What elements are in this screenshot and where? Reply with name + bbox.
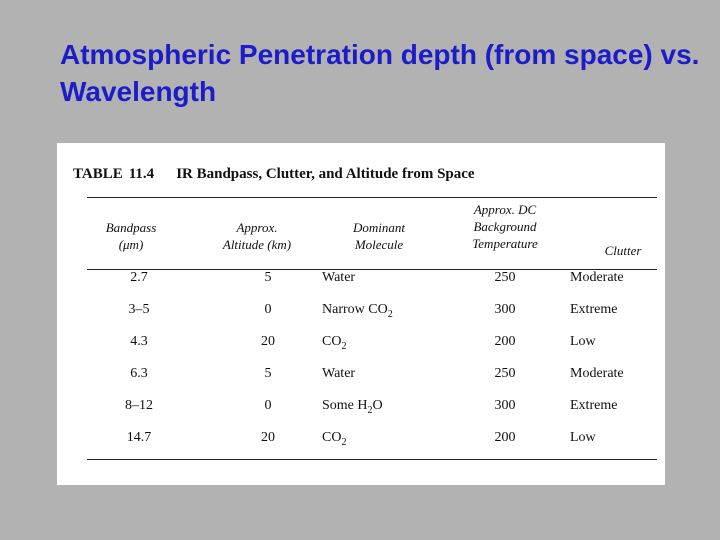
slide-title: Atmospheric Penetration depth (from space) vs. Wavelength — [60, 39, 700, 107]
cell-altitude: 20 — [261, 430, 275, 445]
cell-temperature: 300 — [494, 302, 516, 317]
header-clutter — [597, 242, 649, 259]
molecule-subscript: 2 — [387, 308, 393, 320]
top-rule — [87, 197, 657, 198]
cell-altitude: 0 — [264, 302, 272, 317]
cell-molecule — [322, 302, 393, 320]
header-temperature-line2: Background — [473, 219, 537, 234]
molecule-suffix: O — [372, 398, 383, 413]
molecule-text: Some H — [322, 398, 368, 413]
header-molecule-line1: Dominant — [353, 220, 405, 235]
cell-clutter: Low — [570, 430, 596, 445]
cell-clutter: Extreme — [570, 302, 618, 317]
cell-molecule — [322, 398, 383, 416]
header-temperature-line1: Approx. DC — [473, 202, 537, 217]
molecule-text: CO — [322, 430, 342, 445]
header-altitude-line2: Altitude (km) — [222, 237, 292, 252]
cell-molecule — [322, 334, 346, 352]
molecule-subscript: 2 — [341, 340, 347, 352]
header-bandpass — [97, 219, 165, 253]
cell-molecule — [322, 366, 355, 384]
cell-temperature: 250 — [494, 366, 516, 381]
bottom-rule — [87, 459, 657, 460]
cell-bandpass: 8–12 — [125, 398, 153, 413]
cell-altitude: 0 — [264, 398, 272, 413]
cell-temperature: 200 — [494, 430, 516, 445]
molecule-text: CO — [322, 334, 342, 349]
cell-clutter: Moderate — [570, 366, 624, 381]
cell-bandpass: 14.7 — [126, 430, 152, 445]
cell-bandpass: 6.3 — [130, 366, 148, 381]
table-caption: IR Bandpass, Clutter, and Altitude from Space — [176, 166, 475, 182]
header-molecule — [339, 219, 419, 253]
cell-clutter: Moderate — [570, 270, 624, 285]
cell-temperature: 200 — [494, 334, 516, 349]
cell-clutter: Low — [570, 334, 596, 349]
cell-bandpass: 4.3 — [130, 334, 148, 349]
molecule-text: Narrow CO — [322, 302, 388, 317]
cell-clutter: Extreme — [570, 398, 618, 413]
table-scan — [57, 143, 665, 485]
header-temperature — [457, 201, 553, 252]
cell-temperature: 300 — [494, 398, 516, 413]
table-number: 11.4 — [128, 166, 155, 182]
cell-molecule — [322, 430, 346, 448]
molecule-text: Water — [322, 366, 356, 381]
table-label: TABLE — [73, 166, 123, 182]
molecule-text: Water — [322, 270, 356, 285]
cell-molecule — [322, 270, 355, 288]
header-clutter-line1: Clutter — [604, 243, 642, 258]
cell-altitude: 5 — [264, 366, 272, 381]
table-title — [73, 166, 475, 183]
cell-altitude: 20 — [261, 334, 275, 349]
cell-bandpass: 2.7 — [130, 270, 148, 285]
cell-bandpass: 3–5 — [128, 302, 150, 317]
header-bandpass-line2: (μm) — [118, 237, 144, 252]
header-bandpass-line1: Bandpass — [105, 220, 157, 235]
cell-altitude: 5 — [264, 270, 272, 285]
header-temperature-line3: Temperature — [472, 236, 538, 251]
header-altitude-line1: Approx. — [236, 220, 278, 235]
header-altitude — [207, 219, 307, 253]
header-molecule-line2: Molecule — [354, 237, 404, 252]
cell-temperature: 250 — [494, 270, 516, 285]
molecule-subscript: 2 — [341, 436, 347, 448]
molecule-subscript: 2 — [367, 404, 373, 416]
